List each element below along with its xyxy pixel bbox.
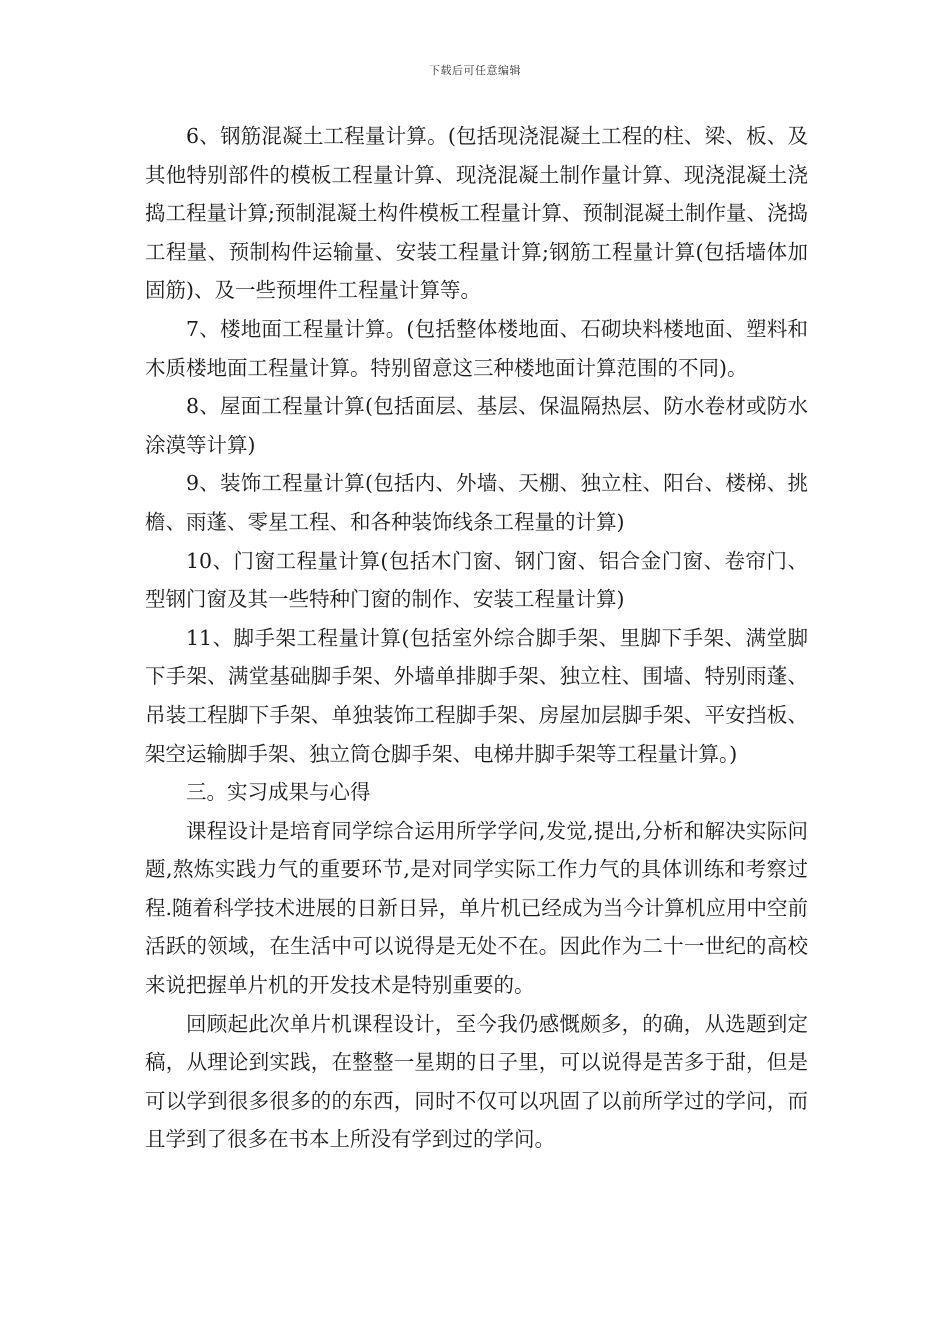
paragraph-item-7: 7、楼地面工程量计算。(包括整体楼地面、石砌块料楼地面、塑料和木质楼地面工程量计算。特别留意这三种楼地面计算范围的不同)。 [145,316,808,380]
page-header: 下载后可任意编辑 [429,64,521,77]
body-text [145,117,808,1159]
section-heading: 三。实习成果与心得 [186,780,371,805]
paragraph-item-10: 10、门窗工程量计算(包括木门窗、钢门窗、铝合金门窗、卷帘门、型钢门窗及其一些特种门窗的制作、安装工程量计算) [145,548,808,612]
paragraph-item-9: 9、装饰工程量计算(包括内、外墙、天棚、独立柱、阳台、楼梯、挑檐、雨蓬、零星工程、和各种装饰线条工程量的计算) [145,471,808,534]
paragraph-course-design: 课程设计是培育同学综合运用所学学问,发觉,提出,分析和解决实际问题,熬炼实践力气的重要环节,是对同学实际工作力气的具体训练和考察过程.随着科学技术进展的日新日异，单片机已经成为当今计算机应用中空前活跃的领域，在生活中可以说得是无处不在。因此作为二十一世纪的高校来说把握单片机的开发技术是特别重要的。 [145,818,808,998]
paragraph-reflection: 回顾起此次单片机课程设计，至今我仍感慨颇多，的确，从选题到定稿，从理论到实践，在整整一星期的日子里，可以说得是苦多于甜，但是可以学到很多很多的的东西，同时不仅可以巩固了以前所学过的学问，而且学到了很多在书本上所没有学到过的学问。 [145,1011,808,1152]
paragraph-item-8: 8、屋面工程量计算(包括面层、基层、保温隔热层、防水卷材或防水涂漠等计算) [145,394,808,457]
paragraph-item-11: 11、脚手架工程量计算(包括室外综合脚手架、里脚下手架、满堂脚下手架、满堂基础脚手架、外墙单排脚手架、独立柱、围墙、特别雨蓬、吊装工程脚下手架、单独装饰工程脚手架、房屋加层脚手架、平安挡板、架空运输脚手架、独立筒仓脚手架、电梯井脚手架等工程量计算。) [145,625,808,766]
paragraph-item-6: 6、钢筋混凝土工程量计算。(包括现浇混凝土工程的柱、梁、板、及其他特别部件的模板工程量计算、现浇混凝土制作量计算、现浇混凝土浇捣工程量计算;预制混凝土构件模板工程量计算、预制混凝土制作量、浇捣工程量、预制构件运输量、安装工程量计算;钢筋工程量计算(包括墙体加固筋)、及一些预埋件工程量计算等。 [145,124,808,303]
